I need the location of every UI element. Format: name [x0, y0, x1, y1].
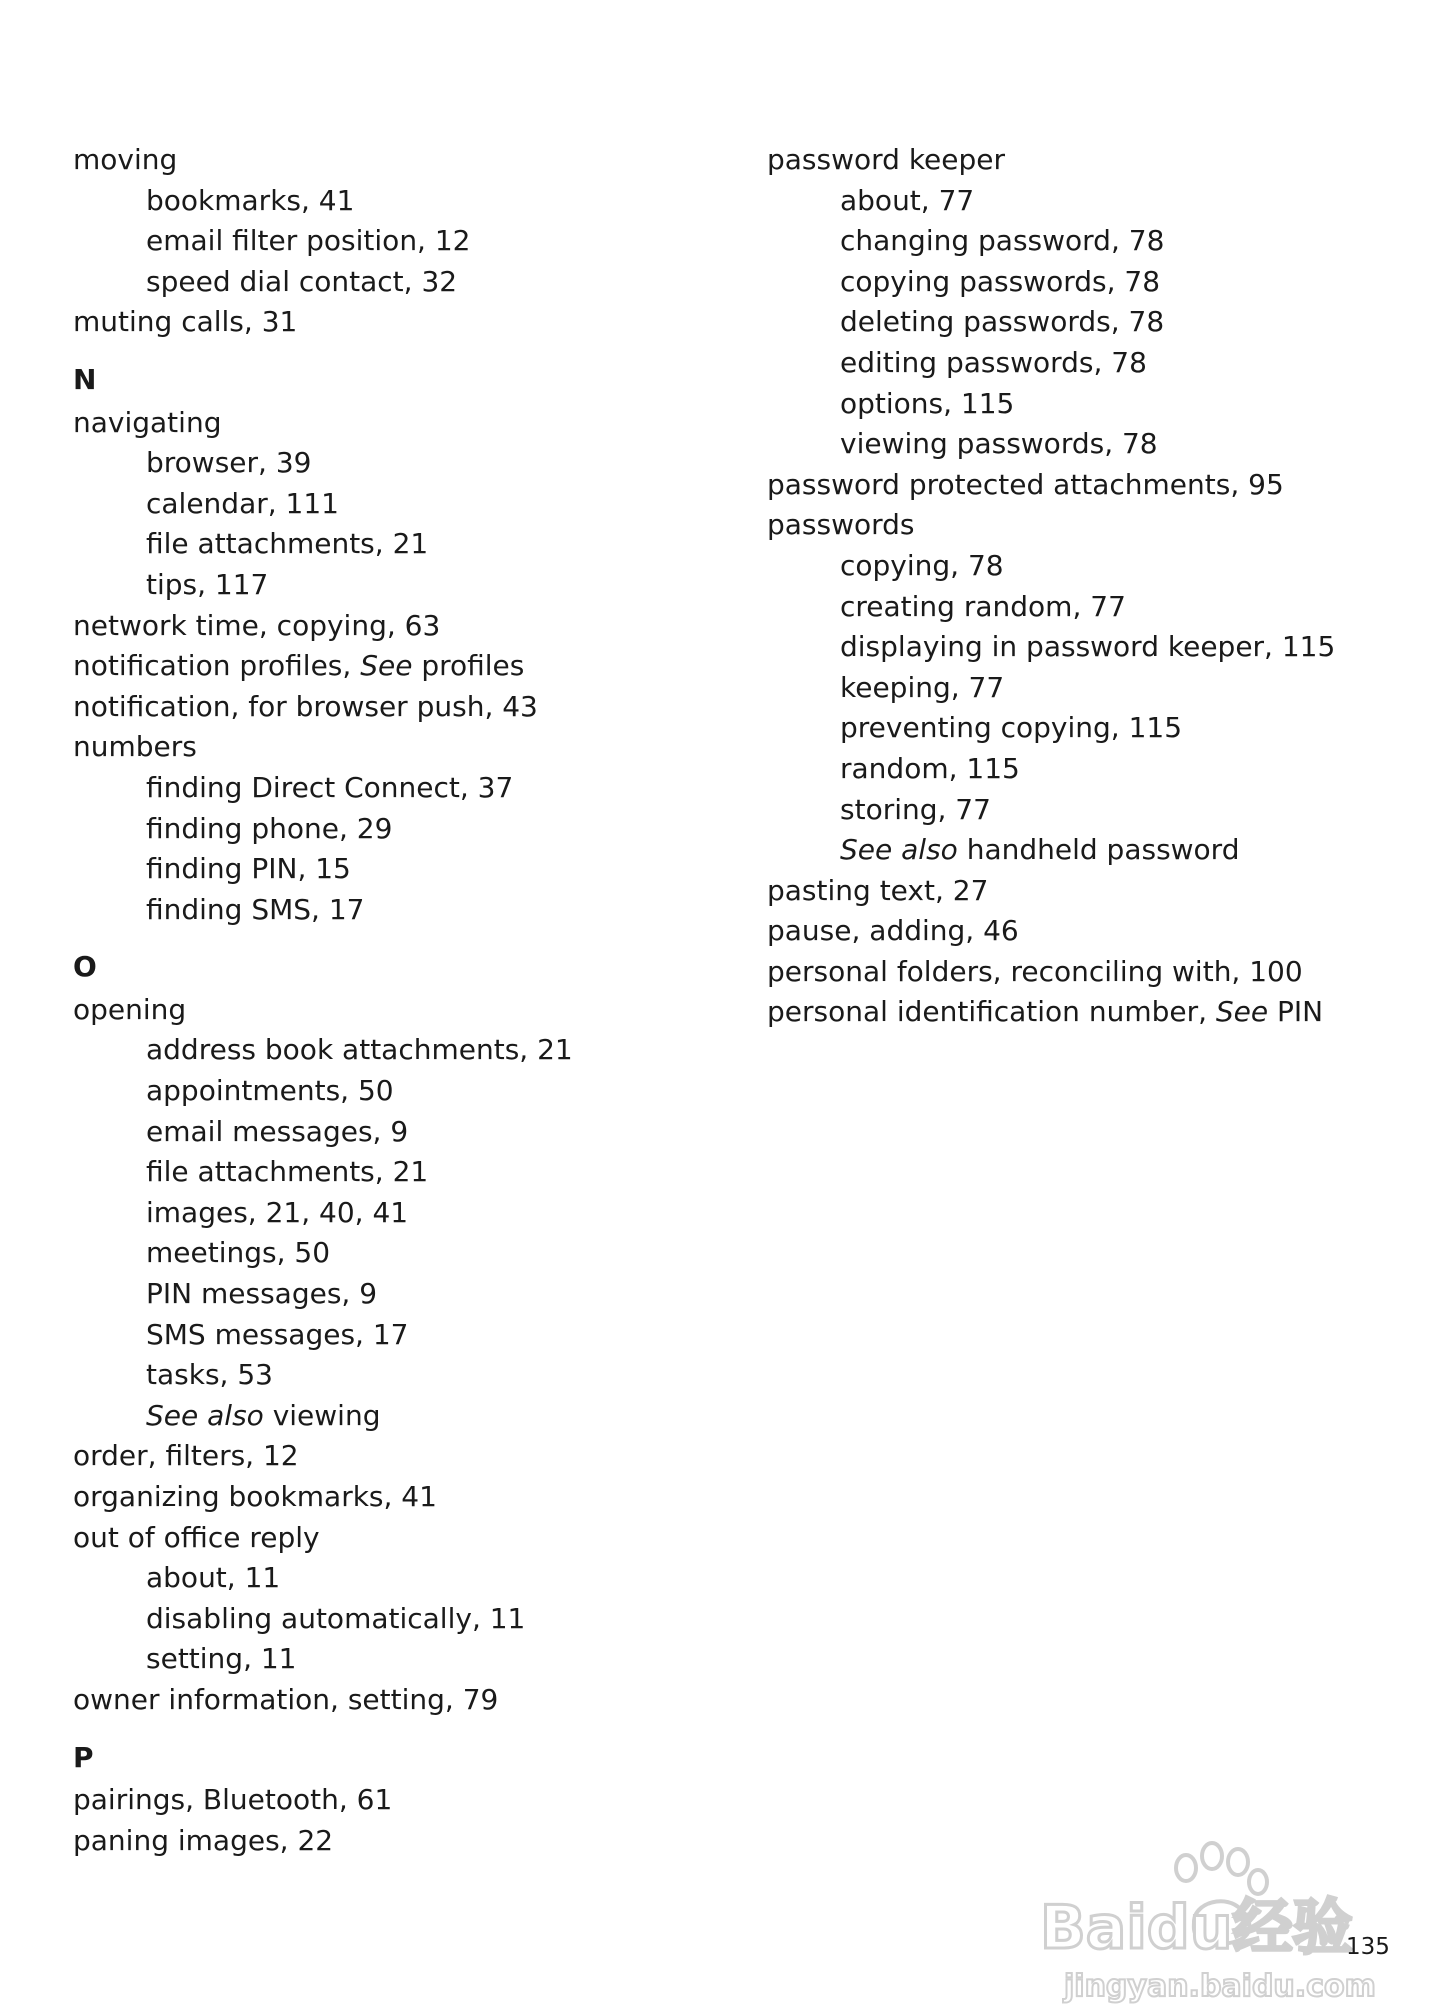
- index-entry: network time, copying, 63: [73, 608, 441, 642]
- cross-reference-label: See also: [840, 833, 958, 867]
- entry-text: notification profiles,: [73, 649, 361, 683]
- index-subentry: PIN messages, 9: [146, 1277, 378, 1311]
- index-entry: [767, 992, 1387, 1033]
- index-subentry: [73, 1396, 693, 1437]
- index-entry: personal folders, reconciling with, 100: [767, 954, 1303, 988]
- index-subentry: finding PIN, 15: [146, 852, 351, 886]
- index-entry: muting calls, 31: [73, 305, 298, 339]
- index-column-left: [73, 140, 693, 1861]
- index-subentry: displaying in password keeper, 115: [840, 630, 1336, 664]
- index-entry: navigating: [73, 405, 222, 439]
- index-subentry: disabling automatically, 11: [146, 1601, 526, 1635]
- index-entry: numbers: [73, 730, 197, 764]
- index-subentry: meetings, 50: [146, 1236, 331, 1270]
- cross-reference-label: See: [1215, 995, 1269, 1029]
- index-subentry: viewing passwords, 78: [840, 427, 1158, 461]
- index-subentry: copying passwords, 78: [840, 264, 1161, 298]
- index-subentry: SMS messages, 17: [146, 1317, 409, 1351]
- watermark-url: jingyan.baidu.com: [1064, 1969, 1376, 2004]
- index-entry: passwords: [767, 508, 915, 542]
- index-entry: out of office reply: [73, 1520, 320, 1554]
- index-subentry: [767, 830, 1387, 871]
- index-subentry: deleting passwords, 78: [840, 305, 1165, 339]
- index-subentry: calendar, 111: [146, 486, 339, 520]
- index-letter-heading: P: [73, 1740, 94, 1774]
- cross-reference-target: handheld password: [957, 833, 1240, 867]
- watermark-brand: Baidu经验: [1040, 1893, 1353, 1963]
- index-subentry: changing password, 78: [840, 224, 1165, 258]
- index-subentry: about, 77: [840, 183, 975, 217]
- index-entry: password protected attachments, 95: [767, 467, 1284, 501]
- index-subentry: finding Direct Connect, 37: [146, 770, 514, 804]
- index-subentry: keeping, 77: [840, 670, 1005, 704]
- index-subentry: browser, 39: [146, 446, 312, 480]
- index-subentry: tasks, 53: [146, 1358, 273, 1392]
- entry-text: personal identification number,: [767, 995, 1216, 1029]
- cross-reference-label: See: [360, 649, 413, 683]
- index-subentry: images, 21, 40, 41: [146, 1195, 409, 1229]
- index-entry: paning images, 22: [73, 1823, 334, 1857]
- index-entry: order, filters, 12: [73, 1439, 299, 1473]
- cross-reference-label: See also: [146, 1398, 264, 1432]
- index-entry: pairings, Bluetooth, 61: [73, 1783, 393, 1817]
- index-entry: password keeper: [767, 143, 1006, 176]
- index-subentry: speed dial contact, 32: [146, 264, 458, 298]
- paw-icon: [1036, 1820, 1396, 2010]
- index-subentry: storing, 77: [840, 792, 991, 826]
- index-entry: pasting text, 27: [767, 873, 989, 907]
- index-subentry: file attachments, 21: [146, 1155, 429, 1189]
- index-subentry: tips, 117: [146, 567, 269, 601]
- index-subentry: preventing copying, 115: [840, 711, 1183, 745]
- index-subentry: editing passwords, 78: [840, 345, 1147, 379]
- index-subentry: about, 11: [146, 1561, 281, 1595]
- index-subentry: random, 115: [840, 751, 1020, 785]
- index-entry: notification, for browser push, 43: [73, 689, 538, 723]
- page-number: 135: [1346, 1934, 1390, 1960]
- cross-reference-target: profiles: [412, 649, 525, 683]
- index-letter-heading: N: [73, 362, 97, 396]
- index-subentry: address book attachments, 21: [146, 1033, 573, 1067]
- index-subentry: options, 115: [840, 386, 1015, 420]
- index-letter-heading: O: [73, 950, 97, 984]
- index-entry: pause, adding, 46: [767, 914, 1019, 948]
- index-entry: [73, 646, 693, 687]
- index-subentry: bookmarks, 41: [146, 183, 355, 217]
- index-entry: owner information, setting, 79: [73, 1682, 499, 1716]
- index-subentry: file attachments, 21: [146, 527, 429, 561]
- index-subentry: appointments, 50: [146, 1074, 394, 1108]
- index-subentry: creating random, 77: [840, 589, 1126, 623]
- index-subentry: email filter position, 12: [146, 224, 471, 258]
- watermark-logo: [1036, 1820, 1396, 2010]
- index-entry: moving: [73, 143, 178, 176]
- index-subentry: finding SMS, 17: [146, 892, 365, 926]
- cross-reference-target: PIN: [1268, 995, 1324, 1029]
- index-entry: opening: [73, 992, 187, 1026]
- index-subentry: finding phone, 29: [146, 811, 393, 845]
- index-column-right: [767, 140, 1387, 1033]
- cross-reference-target: viewing: [263, 1398, 381, 1432]
- index-subentry: setting, 11: [146, 1642, 297, 1676]
- index-subentry: copying, 78: [840, 548, 1004, 582]
- index-entry: organizing bookmarks, 41: [73, 1480, 437, 1513]
- index-subentry: email messages, 9: [146, 1114, 409, 1148]
